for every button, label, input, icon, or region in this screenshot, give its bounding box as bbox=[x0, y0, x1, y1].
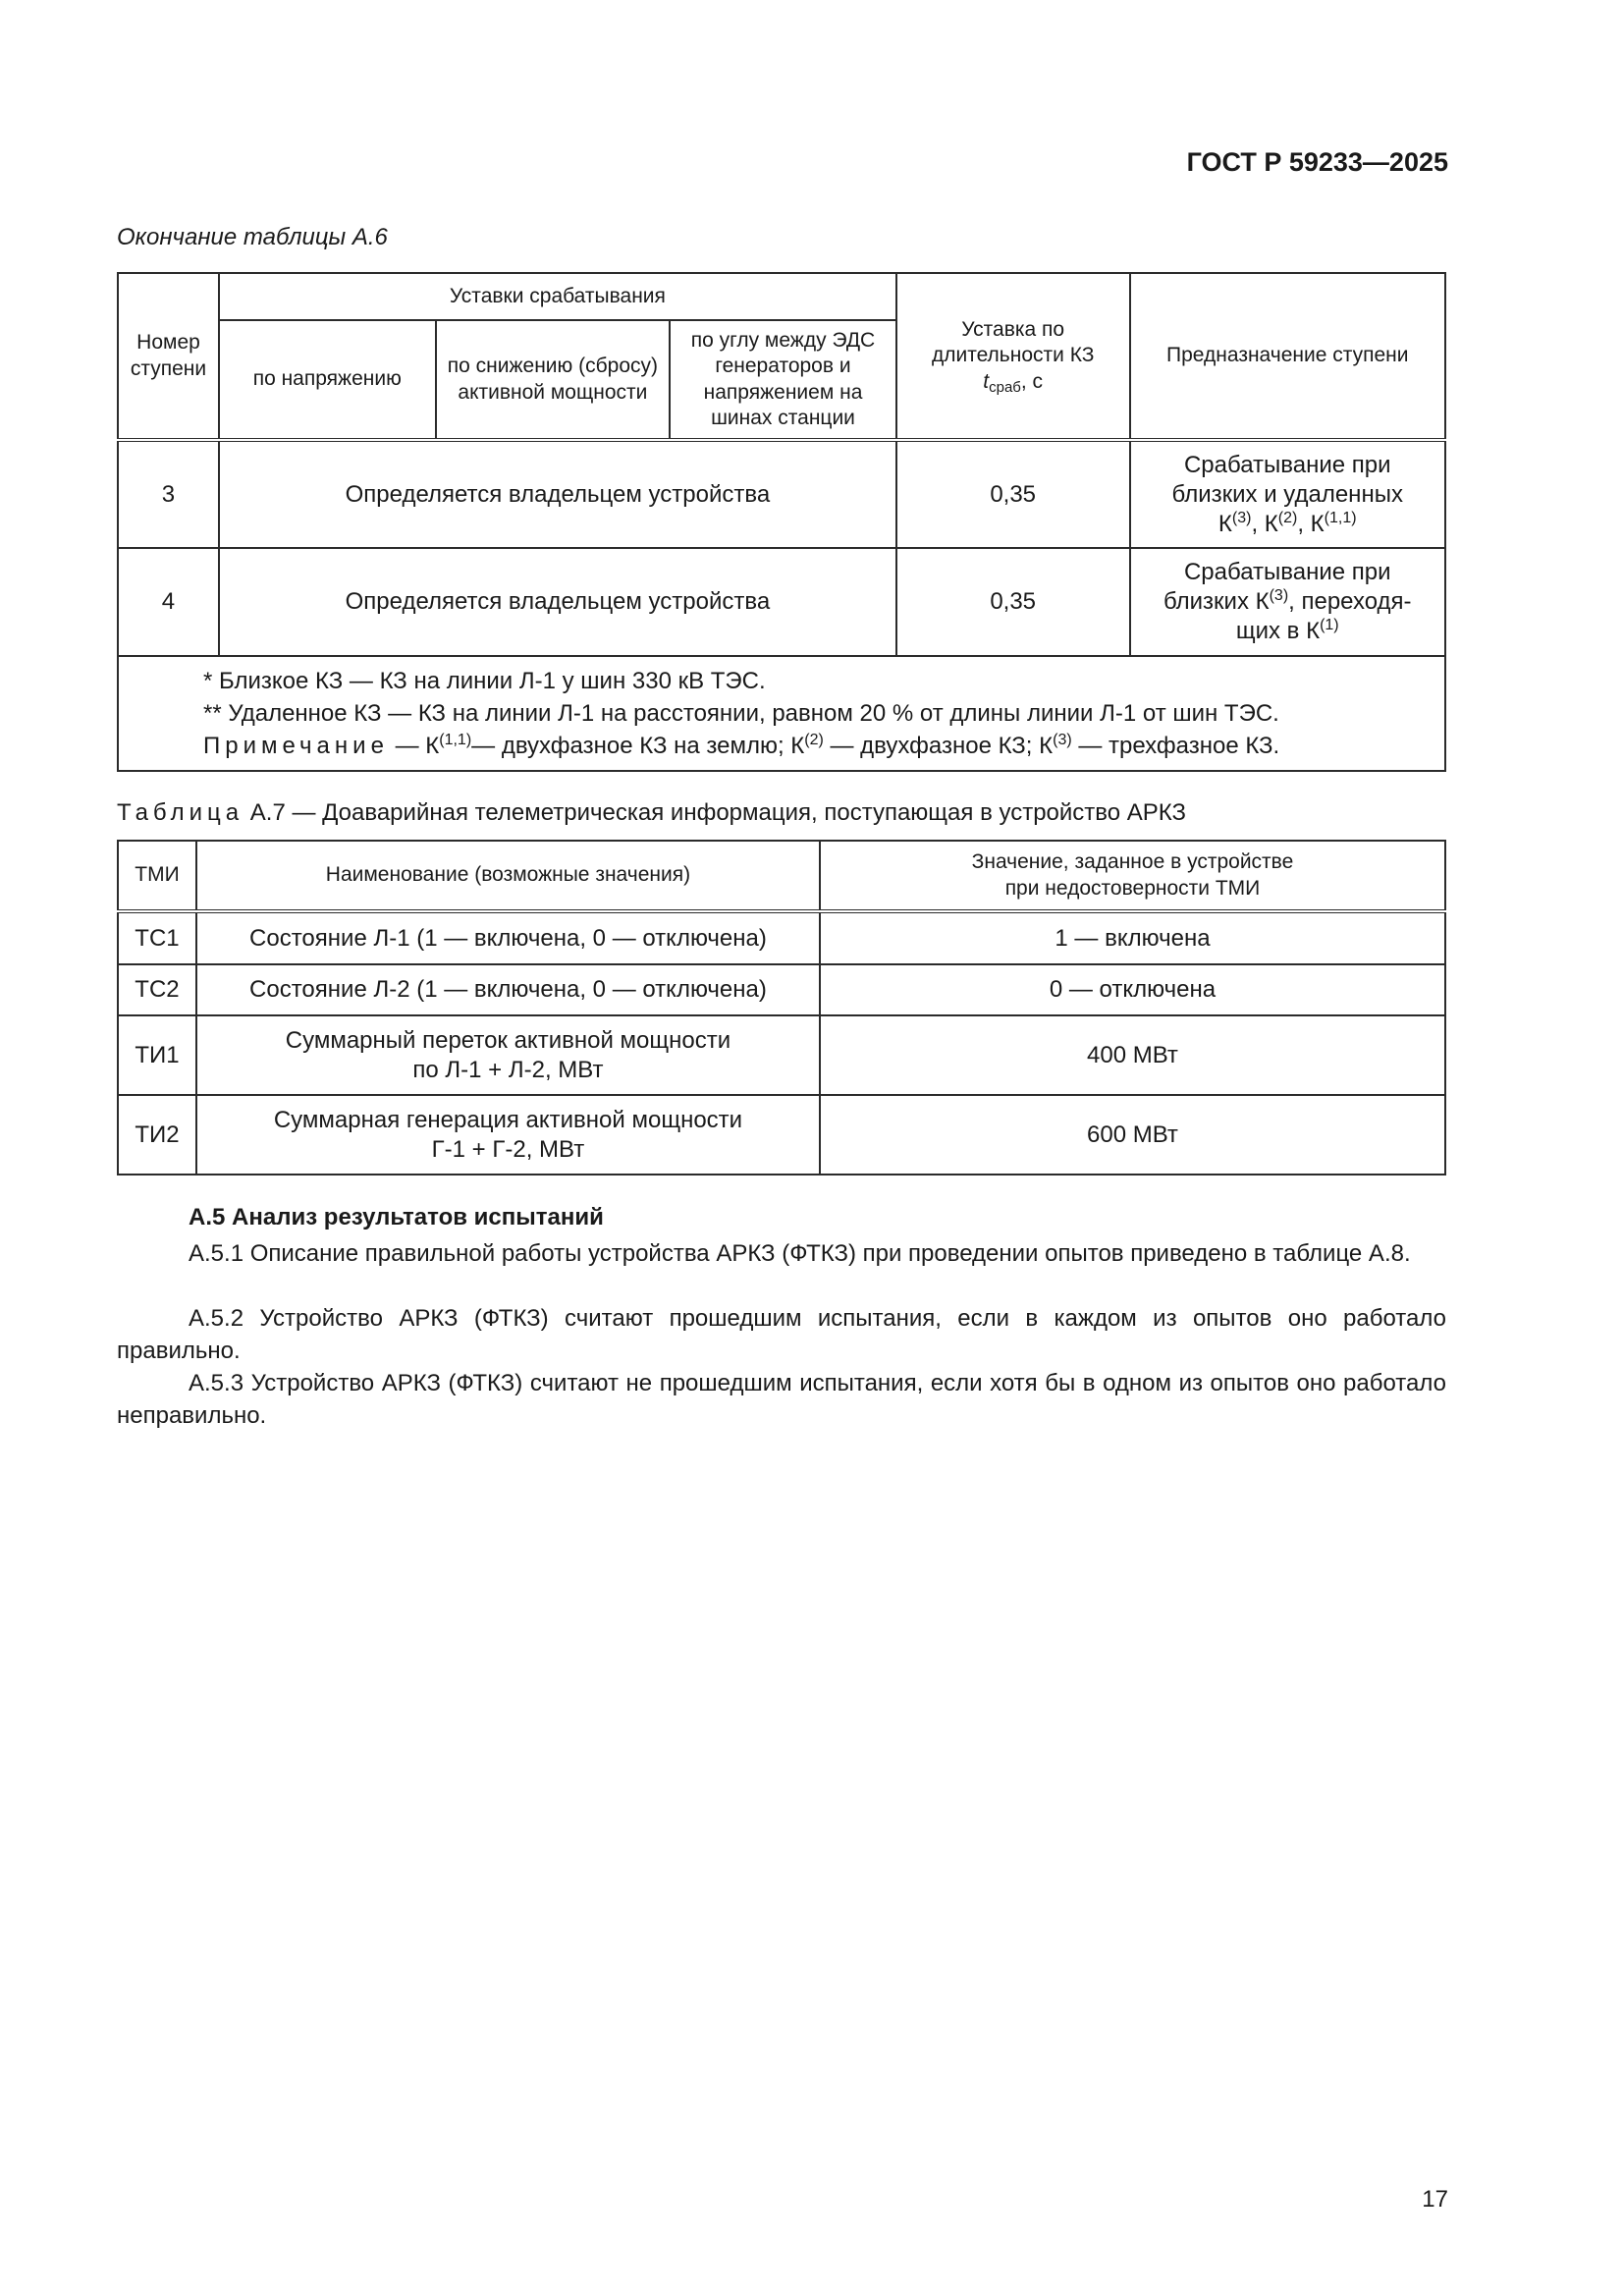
note-t3: — трехфазное КЗ. bbox=[1071, 733, 1280, 760]
k-c: , К bbox=[1297, 510, 1325, 537]
stage-cell: 3 bbox=[118, 440, 219, 548]
header-by-angle: по углу между ЭДС генераторов и напряжением на шинах станции bbox=[670, 320, 896, 440]
table-row bbox=[118, 964, 1445, 1015]
table-a6-continuation-caption: Окончание таблицы А.6 bbox=[117, 224, 388, 250]
header-tmi: ТМИ bbox=[118, 841, 196, 911]
note-t1: — двухфазное КЗ на землю; К bbox=[471, 733, 805, 760]
note-near: * Близкое КЗ — КЗ на линии Л-1 у шин 330 кВ ТЭС. bbox=[203, 668, 766, 694]
purpose-line2b: , переходя- bbox=[1288, 588, 1412, 615]
name-cell: Состояние Л-1 (1 — включена, 0 — отключена) bbox=[196, 911, 820, 964]
name-line1: Суммарный переток активной мощности bbox=[285, 1026, 731, 1054]
purpose-cell bbox=[1130, 548, 1446, 656]
paragraph-a5-1 bbox=[117, 1237, 1446, 1270]
tmi-cell: ТС2 bbox=[118, 964, 196, 1015]
table-a7 bbox=[117, 840, 1446, 1175]
settings-cell: Определяется владельцем устройства bbox=[219, 440, 896, 548]
value-cell: 0 — отключена bbox=[820, 964, 1445, 1015]
name-cell: Состояние Л-2 (1 — включена, 0 — отключена) bbox=[196, 964, 820, 1015]
purpose-line2: близких и удаленных bbox=[1171, 480, 1403, 508]
tmi-cell: ТИ2 bbox=[118, 1095, 196, 1175]
paragraph-a5-1-text: А.5.1 Описание правильной работы устройства АРКЗ (ФТКЗ) при проведении опытов приведено в таблице А.8. bbox=[189, 1240, 1411, 1267]
table-a7-caption-word: Таблица bbox=[117, 799, 244, 826]
value-cell: 400 МВт bbox=[820, 1015, 1445, 1095]
name-line2: Г-1 + Г-2, МВт bbox=[431, 1135, 585, 1163]
purpose-line2a: близких К bbox=[1163, 588, 1270, 615]
name-cell bbox=[196, 1095, 820, 1175]
header-duration-label: Уставка по длительности КЗ bbox=[931, 318, 1095, 367]
header-by-voltage: по напряжению bbox=[219, 320, 436, 440]
header-by-power-drop: по снижению (сбросу) активной мощности bbox=[436, 320, 671, 440]
note-dash: — К bbox=[388, 733, 440, 760]
value-cell: 1 — включена bbox=[820, 911, 1445, 964]
header-value-line1: Значение, заданное в устройстве bbox=[971, 850, 1294, 874]
note-remark bbox=[203, 730, 1444, 762]
paragraph-a5-3 bbox=[117, 1367, 1446, 1432]
table-a7-caption-text: А.7 — Доаварийная телеметрическая информация, поступающая в устройство АРКЗ bbox=[243, 799, 1187, 826]
tmi-cell: ТИ1 bbox=[118, 1015, 196, 1095]
note-label: Примечание bbox=[203, 733, 389, 760]
k-b: , К bbox=[1251, 510, 1278, 537]
purpose-cell bbox=[1130, 440, 1446, 548]
purpose-line2a-sup: (3) bbox=[1269, 587, 1289, 604]
note-s1: (1,1) bbox=[439, 732, 472, 749]
k-a-sup: (3) bbox=[1231, 509, 1252, 526]
paragraph-a5-2 bbox=[117, 1302, 1446, 1367]
note-s2: (2) bbox=[804, 732, 824, 749]
purpose-line1: Срабатывание при bbox=[1183, 559, 1391, 585]
paragraph-a5-3-text: А.5.3 Устройство АРКЗ (ФТКЗ) считают не прошедшим испытания, если хотя бы в одном из опытов оно работало неправильно. bbox=[117, 1370, 1446, 1430]
table-a7-caption bbox=[117, 799, 1186, 827]
name-line1: Суммарная генерация активной мощности bbox=[273, 1106, 743, 1133]
notes-cell bbox=[118, 656, 1445, 771]
purpose-line1: Срабатывание при bbox=[1183, 451, 1391, 478]
k-b-sup: (2) bbox=[1277, 509, 1298, 526]
name-cell bbox=[196, 1015, 820, 1095]
duration-cell: 0,35 bbox=[896, 440, 1130, 548]
header-duration-unit: , с bbox=[1020, 369, 1044, 393]
table-row bbox=[118, 548, 1445, 656]
header-value-line2: при недостоверности ТМИ bbox=[1004, 876, 1261, 900]
header-stage-no: Номер ступени bbox=[118, 273, 219, 440]
table-row bbox=[118, 1015, 1445, 1095]
header-value bbox=[820, 841, 1445, 911]
k-a: К bbox=[1217, 510, 1232, 537]
duration-cell: 0,35 bbox=[896, 548, 1130, 656]
purpose-line3a-sup: (1) bbox=[1320, 617, 1339, 633]
table-row bbox=[118, 440, 1445, 548]
header-duration bbox=[896, 273, 1130, 440]
header-duration-t: t bbox=[983, 369, 990, 393]
header-name: Наименование (возможные значения) bbox=[196, 841, 820, 911]
settings-cell: Определяется владельцем устройства bbox=[219, 548, 896, 656]
standard-number: ГОСТ Р 59233—2025 bbox=[1186, 147, 1448, 177]
note-t2: — двухфазное КЗ; К bbox=[823, 733, 1054, 760]
table-notes bbox=[118, 656, 1445, 771]
purpose-line3a: щих в К bbox=[1235, 618, 1321, 644]
table-row bbox=[118, 1095, 1445, 1175]
stage-cell: 4 bbox=[118, 548, 219, 656]
value-cell: 600 МВт bbox=[820, 1095, 1445, 1175]
header-purpose: Предназначение ступени bbox=[1130, 273, 1446, 440]
table-row bbox=[118, 911, 1445, 964]
paragraph-a5-2-text: А.5.2 Устройство АРКЗ (ФТКЗ) считают прошедшим испытания, если в каждом из опытов оно работало правильно. bbox=[117, 1305, 1446, 1365]
note-far: ** Удаленное КЗ — КЗ на линии Л-1 на расстоянии, равном 20 % от длины линии Л-1 от шин ТЭС. bbox=[203, 700, 1279, 728]
note-s3: (3) bbox=[1053, 732, 1072, 749]
page-number: 17 bbox=[1422, 2186, 1448, 2213]
k-c-sup: (1,1) bbox=[1324, 509, 1357, 526]
header-settings-group: Уставки срабатывания bbox=[219, 273, 896, 320]
table-a6 bbox=[117, 272, 1446, 772]
name-line2: по Л-1 + Л-2, МВт bbox=[412, 1056, 604, 1083]
header-duration-sub: сраб bbox=[989, 378, 1021, 396]
tmi-cell: ТС1 bbox=[118, 911, 196, 964]
section-title: А.5 Анализ результатов испытаний bbox=[189, 1204, 604, 1230]
